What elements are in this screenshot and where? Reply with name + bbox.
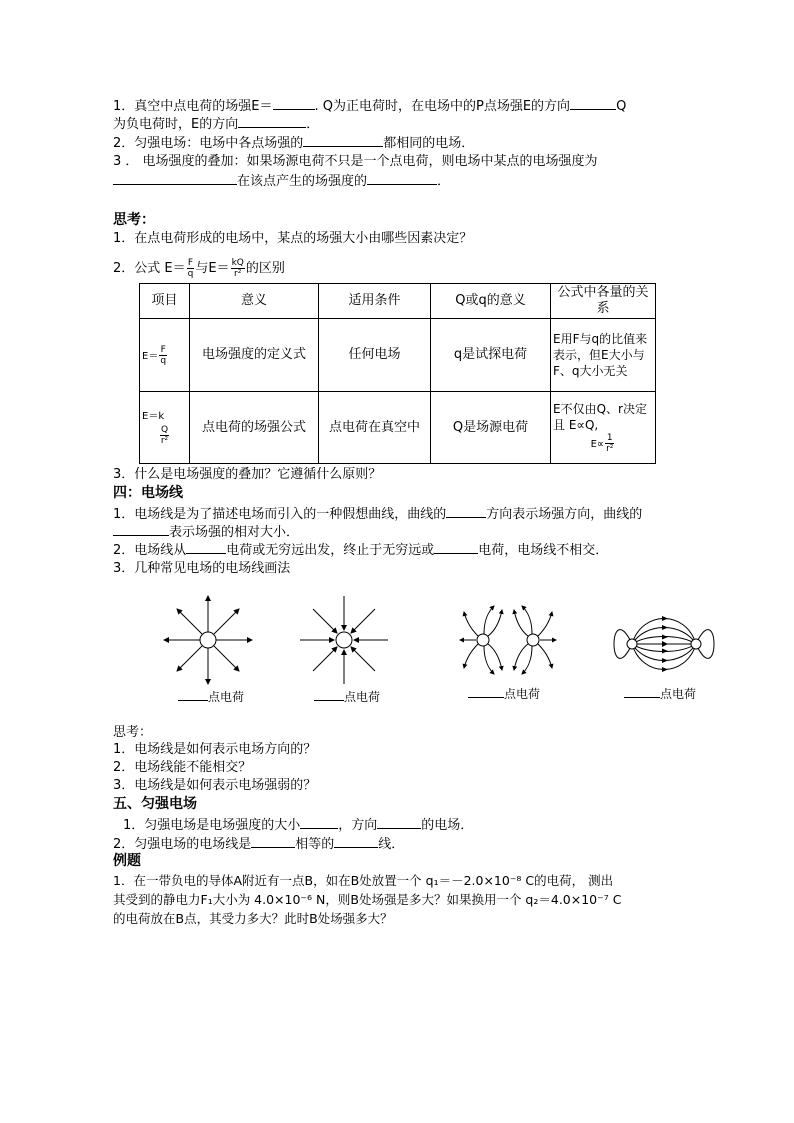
sec4-line-2: 表示场强的相对大小． [113, 523, 299, 541]
think2-q2: 2．电场线能不能相交？ [113, 760, 252, 775]
formula-fraction: $\frac{F}{q}$ [187, 258, 194, 279]
table-header: 项目 [140, 284, 190, 319]
blank[interactable] [434, 541, 478, 554]
blank[interactable] [300, 816, 338, 829]
intro-line-2: 为负电荷时，E的方向 ． [113, 117, 320, 132]
blank[interactable] [570, 97, 616, 110]
table-cell: 电场强度的定义式 [190, 319, 319, 392]
think2-title: 思考： [113, 725, 153, 740]
field-lines-negative-charge [296, 592, 392, 688]
table-header: Q或q的意义 [431, 284, 551, 319]
field-lines-like-charges [458, 600, 558, 680]
field-lines-opposite-charges [612, 606, 716, 682]
blank[interactable] [334, 835, 378, 848]
formula-fraction: $\frac{Q}{\text{r²}}$ [160, 425, 169, 446]
figure-caption: 点电荷 [178, 688, 244, 705]
think-q2: 2．公式 E＝ $\frac{F}{q}$ 与E＝ $\frac{kQ}{\text{r²}}$ 的区别 [113, 258, 285, 279]
blank[interactable] [178, 688, 208, 701]
sec5-line-1: 1．匀强电场是电场强度的大小 ，方向 的电场． [123, 818, 474, 833]
table-cell: 点电荷在真空中 [319, 392, 431, 464]
table-cell: E不仅由Q、r决定且 E∝Q, E∝ $\frac{1}{\text{r²}}$ [551, 392, 656, 464]
intro-line-4: 3 ． 电场强度的叠加：如果场源电荷不只是一个点电荷，则电场中某点的电场强度为 [113, 154, 598, 169]
blank[interactable] [468, 685, 504, 698]
intro-line-1: 1．真空中点电荷的场强E＝ . Q为正电荷时，在电场中的P点场强E的方向 Q [113, 99, 627, 114]
table-cell-formula: E＝ $\frac{F}{q}$ [140, 319, 190, 392]
blank[interactable] [251, 835, 295, 848]
blank[interactable] [113, 523, 169, 536]
table-cell: Q是场源电荷 [431, 392, 551, 464]
figure-caption: 点电荷 [468, 685, 540, 702]
table-row [140, 319, 656, 392]
section-4-title: 四：电场线 [113, 485, 183, 501]
question-3: 3．什么是电场强度的叠加？它遵循什么原则？ [113, 467, 382, 482]
formula-fraction: $\frac{kQ}{\text{r²}}$ [231, 258, 244, 279]
figure-caption: 点电荷 [314, 688, 380, 705]
think2-q1: 1．电场线是如何表示电场方向的？ [113, 742, 317, 757]
figure-caption: 点电荷 [624, 685, 696, 702]
blank[interactable] [624, 685, 660, 698]
think2-q3: 3．电场线是如何表示电场强弱的？ [113, 778, 317, 793]
intro-line-5: 在该点产生的场强度的 ． [113, 172, 450, 190]
example-title: 例题 [113, 853, 141, 869]
section-5-title: 五、匀强电场 [113, 796, 197, 812]
field-lines-positive-charge [160, 592, 256, 688]
intro-line-3: 2．匀强电场：电场中各点场强的 都相同的电场． [113, 136, 475, 151]
blank[interactable] [367, 172, 437, 185]
comparison-table [139, 283, 656, 464]
blank[interactable] [377, 816, 421, 829]
sec4-line-1: 1．电场线是为了描述电场而引入的一种假想曲线，曲线的 方向表示场强方向，曲线的 [113, 507, 643, 522]
table-cell: 点电荷的场强公式 [190, 392, 319, 464]
sec5-line-2: 2．匀强电场的电场线是 相等的 线． [113, 837, 405, 852]
table-header: 公式中各量的关系 [551, 284, 656, 319]
blank[interactable] [314, 688, 344, 701]
blank[interactable] [113, 172, 237, 185]
table-cell: q是试探电荷 [431, 319, 551, 392]
example-line-1: 1．在一带负电的导体A附近有一点B，如在B处放置一个 q₁＝－2.0×10⁻⁸ C的电荷， 测出 [113, 873, 614, 888]
table-row [140, 392, 656, 464]
table-header: 意义 [190, 284, 319, 319]
sec4-line-4: 3．几种常见电场的电场线画法 [113, 561, 291, 576]
formula-fraction: $\frac{1}{\text{r²}}$ [606, 433, 614, 454]
blank[interactable] [446, 505, 486, 518]
think-title: 思考： [113, 212, 155, 228]
blank[interactable] [303, 134, 383, 147]
example-line-2: 其受到的静电力F₁大小为 4.0×10⁻⁶ N，则B处场强是多大？如果换用一个 q₂＝4.0×10⁻⁷ C [113, 892, 622, 907]
blank[interactable] [186, 541, 226, 554]
table-cell: E用F与q的比值来表示，但E大小与F、q大小无关 [551, 319, 656, 392]
formula-fraction: $\frac{F}{q}$ [160, 344, 167, 366]
blank[interactable] [238, 115, 306, 128]
table-cell-formula: E＝k $\frac{Q}{\text{r²}}$ [140, 392, 190, 464]
blank[interactable] [273, 97, 315, 110]
example-line-3: 的电荷放在B点，其受力多大？此时B处场强多大？ [113, 911, 393, 926]
think-q1: 1．在点电荷形成的电场中，某点的场强大小由哪些因素决定？ [113, 231, 473, 246]
table-header: 适用条件 [319, 284, 431, 319]
table-header-row [140, 284, 656, 319]
table-cell: 任何电场 [319, 319, 431, 392]
sec4-line-3: 2．电场线从 电荷或无穷远出发，终止于无穷远或 电荷，电场线不相交． [113, 543, 609, 558]
